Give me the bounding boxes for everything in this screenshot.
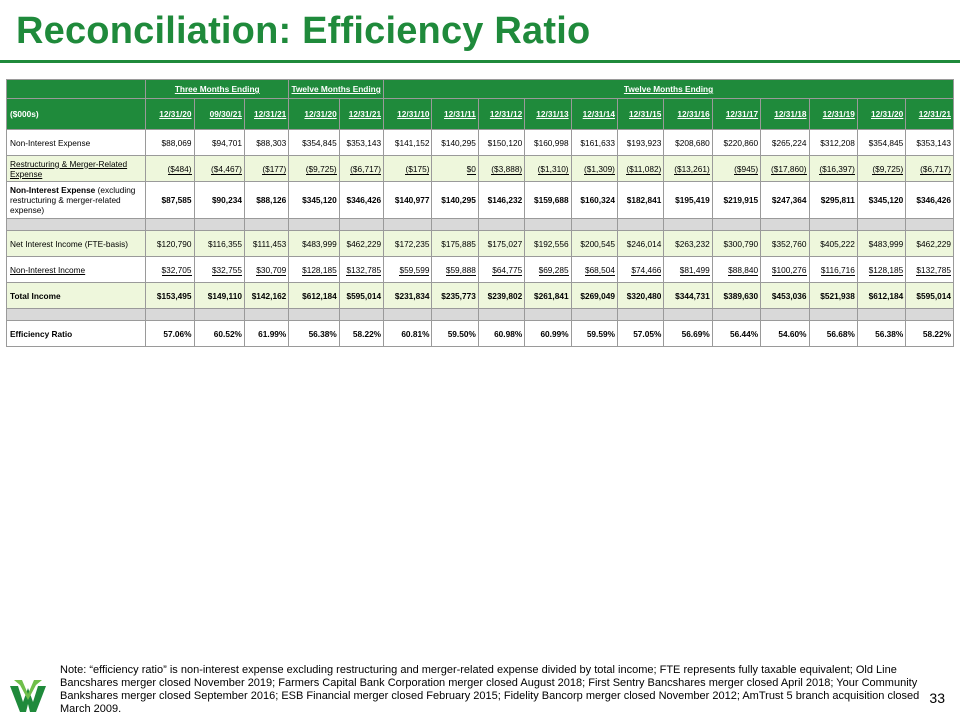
cell-value: $30,709 [256, 264, 287, 275]
table-cell [146, 257, 194, 283]
date-header: 12/31/18 [761, 99, 809, 130]
cell-value: $462,229 [916, 238, 951, 249]
row-label-bold: Total Income [10, 290, 61, 301]
cell-value: 56.38% [308, 328, 337, 339]
row-label-bold: Efficiency Ratio [10, 328, 73, 339]
table-cell [809, 257, 857, 283]
table-cell [289, 231, 339, 257]
table-cell [809, 283, 857, 309]
cell-value: $146,232 [487, 195, 523, 205]
cell-value: ($177) [262, 163, 287, 174]
table-cell [339, 231, 383, 257]
cell-value: $142,162 [251, 290, 287, 301]
row-label [7, 130, 146, 156]
date-header: 12/31/13 [525, 99, 571, 130]
table-cell [906, 257, 954, 283]
date-header: 12/31/14 [571, 99, 617, 130]
table-cell [146, 321, 194, 347]
table-cell [712, 130, 760, 156]
table-cell [617, 321, 663, 347]
row-label-text: Non-Interest Expense [10, 137, 91, 148]
page-number: 33 [929, 690, 945, 706]
table-cell [525, 130, 571, 156]
cell-value: $300,790 [723, 238, 759, 249]
reconciliation-table-container [6, 79, 954, 347]
cell-value: $231,834 [394, 290, 430, 301]
table-cell [857, 283, 905, 309]
cell-value: $160,998 [533, 137, 569, 148]
cell-value: $94,701 [211, 137, 242, 148]
cell-value: $462,229 [346, 238, 382, 249]
cell-value: $175,027 [487, 238, 523, 249]
row-label-bold: Non-Interest Expense [10, 185, 96, 195]
cell-value: $172,235 [394, 238, 430, 249]
table-cell [432, 231, 478, 257]
table-cell [761, 182, 809, 219]
table-cell [384, 231, 432, 257]
table-cell [289, 321, 339, 347]
table-cell [571, 182, 617, 219]
table-cell [712, 182, 760, 219]
cell-value: $132,785 [916, 264, 951, 275]
cell-value: $261,841 [533, 290, 569, 301]
cell-value: $193,923 [626, 137, 662, 148]
date-header: 12/31/20 [146, 99, 194, 130]
table-cell [761, 283, 809, 309]
date-header: 12/31/16 [664, 99, 712, 130]
cell-value: $345,120 [302, 195, 337, 205]
table-cell [617, 231, 663, 257]
table-cell [617, 130, 663, 156]
cell-value: $344,731 [675, 290, 710, 301]
unit-label: ($000s) [7, 99, 146, 130]
cell-value: ($4,467) [211, 163, 242, 174]
table-cell [857, 321, 905, 347]
cell-value: $140,295 [441, 137, 476, 148]
table-cell [432, 130, 478, 156]
cell-value: $595,014 [346, 290, 382, 301]
table-row [7, 231, 954, 257]
cell-value: $405,222 [820, 238, 855, 249]
table-cell [478, 257, 524, 283]
group-header-three-months: Three Months Ending [146, 80, 289, 99]
cell-value: 58.22% [352, 328, 382, 339]
table-cell [289, 182, 339, 219]
cell-value: $160,324 [580, 195, 615, 205]
table-cell [712, 231, 760, 257]
table-cell [525, 182, 571, 219]
cell-value: $312,208 [820, 137, 855, 148]
cell-value: $88,126 [256, 195, 287, 205]
cell-value: $128,185 [868, 264, 904, 275]
cell-value: $132,785 [346, 264, 382, 275]
cell-value: $320,480 [626, 290, 662, 301]
cell-value: $352,760 [771, 238, 807, 249]
table-cell [761, 321, 809, 347]
table-cell [571, 283, 617, 309]
table-cell [906, 156, 954, 182]
cell-value: $353,143 [346, 137, 382, 148]
footnote: Note: “efficiency ratio” is non-interest expense excluding restructuring and merger-related expense divided by total income; FTE represents fully taxable equivalent; Old Line Bancshares merger closed November 2019; Farmers Capital Bank Corporation merger closed August 2018; First Sentry Bancshares merger closed April 2018; Your Community Bankshares merger closed September 2016; ESB Financial merger closed February 2015; Fidelity Bancorp merger closed November 2012; AmTrust 5 branch acquisition closed March 2009. [60, 664, 920, 715]
cell-value: $182,841 [626, 195, 662, 205]
table-cell [809, 321, 857, 347]
table-cell [857, 257, 905, 283]
table-cell [525, 283, 571, 309]
row-label [7, 321, 146, 347]
cell-value: ($11,082) [626, 163, 662, 174]
table-cell [525, 257, 571, 283]
cell-value: ($484) [167, 163, 192, 174]
cell-value: ($16,397) [819, 163, 855, 174]
date-header: 12/31/21 [339, 99, 383, 130]
cell-value: $81,499 [679, 264, 710, 275]
table-cell [146, 130, 194, 156]
date-header: 12/31/19 [809, 99, 857, 130]
cell-value: $32,705 [161, 264, 192, 275]
cell-value: $612,184 [302, 290, 337, 301]
table-cell [478, 283, 524, 309]
table-cell [571, 257, 617, 283]
cell-value: $346,426 [346, 195, 382, 205]
table-cell [194, 321, 244, 347]
cell-value: $74,466 [631, 264, 662, 275]
table-cell [906, 231, 954, 257]
cell-value: $149,110 [207, 290, 242, 301]
cell-value: $346,426 [916, 195, 951, 205]
date-header: 12/31/15 [617, 99, 663, 130]
cell-value: 54.60% [778, 328, 807, 339]
table-cell [194, 257, 244, 283]
date-header: 12/31/21 [244, 99, 288, 130]
table-cell [906, 182, 954, 219]
cell-value: $120,790 [156, 238, 192, 249]
cell-value: ($1,310) [537, 163, 569, 174]
table-cell [857, 130, 905, 156]
cell-value: $59,599 [399, 264, 430, 275]
cell-value: $88,069 [161, 137, 192, 148]
group-header-twelve-months-recent: Twelve Months Ending [289, 80, 384, 99]
cell-value: $354,845 [868, 137, 904, 148]
cell-value: $612,184 [868, 290, 904, 301]
date-header: 12/31/21 [906, 99, 954, 130]
cell-value: $295,811 [820, 195, 855, 205]
cell-value: 59.50% [447, 328, 476, 339]
cell-value: $235,773 [441, 290, 476, 301]
table-row [7, 257, 954, 283]
table-cell [761, 257, 809, 283]
table-cell [857, 182, 905, 219]
table-row [7, 321, 954, 347]
cell-value: $219,915 [723, 195, 759, 205]
cell-value: 56.38% [875, 328, 904, 339]
date-header: 12/31/12 [478, 99, 524, 130]
table-cell [384, 257, 432, 283]
table-cell [244, 321, 288, 347]
table-cell [289, 283, 339, 309]
cell-value: 59.59% [586, 328, 615, 339]
table-cell [664, 182, 712, 219]
cell-value: ($945) [734, 163, 759, 174]
cell-value: 60.81% [401, 328, 430, 339]
table-cell [432, 283, 478, 309]
date-header-row [7, 99, 954, 130]
table-cell [906, 283, 954, 309]
table-cell [244, 231, 288, 257]
table-cell [432, 182, 478, 219]
table-cell [432, 321, 478, 347]
table-cell [571, 130, 617, 156]
row-label [7, 182, 146, 219]
table-cell [244, 257, 288, 283]
cell-value: $116,355 [207, 238, 242, 249]
cell-value: 60.99% [540, 328, 569, 339]
table-cell [712, 257, 760, 283]
table-row [7, 156, 954, 182]
table-cell [809, 156, 857, 182]
cell-value: $239,802 [487, 290, 523, 301]
table-cell [664, 231, 712, 257]
cell-value: $595,014 [916, 290, 951, 301]
table-cell [194, 182, 244, 219]
table-cell [339, 130, 383, 156]
cell-value: $111,453 [252, 238, 287, 249]
cell-value: $32,755 [211, 264, 242, 275]
table-cell [712, 283, 760, 309]
row-label [7, 231, 146, 257]
date-header: 12/31/17 [712, 99, 760, 130]
cell-value: ($9,725) [305, 163, 337, 174]
cell-value: $88,303 [256, 137, 287, 148]
cell-value: $141,152 [394, 137, 430, 148]
row-label [7, 283, 146, 309]
table-cell [478, 156, 524, 182]
table-cell [384, 130, 432, 156]
cell-value: $0 [466, 163, 476, 174]
cell-value: 60.52% [213, 328, 242, 339]
table-cell [194, 156, 244, 182]
table-cell [244, 156, 288, 182]
table-cell [384, 321, 432, 347]
period-group-header-row [7, 80, 954, 99]
cell-value: $263,232 [675, 238, 710, 249]
cell-value: $195,419 [675, 195, 710, 205]
cell-value: $354,845 [302, 137, 337, 148]
cell-value: 58.22% [922, 328, 951, 339]
cell-value: $389,630 [723, 290, 759, 301]
title-divider [0, 60, 960, 63]
table-cell [571, 321, 617, 347]
cell-value: $128,185 [302, 264, 337, 275]
cell-value: ($13,261) [674, 163, 710, 174]
cell-value: $453,036 [771, 290, 807, 301]
table-cell [664, 130, 712, 156]
cell-value: $353,143 [916, 137, 951, 148]
table-cell [712, 321, 760, 347]
cell-value: $59,888 [445, 264, 476, 275]
table-cell [146, 156, 194, 182]
table-cell [384, 182, 432, 219]
table-cell [339, 156, 383, 182]
table-cell [339, 257, 383, 283]
table-separator [7, 309, 954, 321]
table-cell [289, 156, 339, 182]
cell-value: $88,840 [728, 264, 759, 275]
table-cell [525, 156, 571, 182]
page-title: Reconciliation: Efficiency Ratio [16, 10, 591, 52]
cell-value: $150,120 [487, 137, 523, 148]
cell-value: $247,364 [771, 195, 807, 205]
cell-value: 56.44% [729, 328, 759, 339]
cell-value: ($17,860) [770, 163, 807, 174]
table-cell [384, 156, 432, 182]
table-cell [244, 182, 288, 219]
table-cell [244, 130, 288, 156]
table-cell [339, 321, 383, 347]
cell-value: $140,977 [394, 195, 430, 205]
table-cell [761, 156, 809, 182]
table-cell [664, 156, 712, 182]
cell-value: ($6,717) [350, 163, 382, 174]
cell-value: $521,938 [820, 290, 855, 301]
cell-value: $265,224 [771, 137, 807, 148]
cell-value: 57.05% [633, 328, 662, 339]
row-label-text: (excluding restructuring & merger-related expense) [10, 185, 136, 215]
cell-value: $64,775 [492, 264, 523, 275]
cell-value: ($6,717) [920, 163, 951, 174]
cell-value: $200,545 [580, 238, 615, 249]
company-logo-icon [8, 676, 48, 716]
table-cell [339, 283, 383, 309]
table-cell [289, 257, 339, 283]
table-cell [617, 257, 663, 283]
table-cell [432, 257, 478, 283]
table-cell [478, 130, 524, 156]
cell-value: $100,276 [771, 264, 807, 275]
table-cell [478, 182, 524, 219]
table-row [7, 283, 954, 309]
table-cell [478, 231, 524, 257]
cell-value: 60.98% [494, 328, 523, 339]
group-header-blank [7, 80, 146, 99]
cell-value: $161,633 [580, 137, 615, 148]
cell-value: $90,234 [211, 195, 242, 205]
row-label-text: Net Interest Income (FTE-basis) [10, 238, 129, 249]
table-cell [809, 182, 857, 219]
cell-value: $483,999 [868, 238, 904, 249]
table-cell [617, 182, 663, 219]
table-cell [664, 257, 712, 283]
table-cell [432, 156, 478, 182]
table-cell [289, 130, 339, 156]
table-cell [146, 283, 194, 309]
table-cell [146, 182, 194, 219]
table-cell [712, 156, 760, 182]
date-header: 09/30/21 [194, 99, 244, 130]
table-cell [525, 231, 571, 257]
cell-value: $208,680 [675, 137, 710, 148]
cell-value: $220,860 [723, 137, 759, 148]
table-cell [664, 283, 712, 309]
cell-value: $69,285 [538, 264, 569, 275]
table-cell [384, 283, 432, 309]
cell-value: 56.69% [681, 328, 710, 339]
table-cell [146, 231, 194, 257]
table-cell [194, 283, 244, 309]
cell-value: $345,120 [868, 195, 904, 205]
cell-value: $140,295 [441, 195, 476, 205]
table-cell [664, 321, 712, 347]
cell-value: $192,556 [533, 238, 569, 249]
row-label-text: Restructuring & Merger-Related Expense [10, 158, 128, 179]
table-cell [761, 231, 809, 257]
table-cell [857, 231, 905, 257]
cell-value: 57.06% [163, 328, 192, 339]
table-cell [906, 130, 954, 156]
table-cell [617, 283, 663, 309]
cell-value: ($175) [405, 163, 430, 174]
table-cell [194, 130, 244, 156]
table-cell [525, 321, 571, 347]
cell-value: $153,495 [156, 290, 192, 301]
cell-value: 61.99% [258, 328, 287, 339]
table-cell [761, 130, 809, 156]
table-cell [857, 156, 905, 182]
table-cell [194, 231, 244, 257]
cell-value: $269,049 [580, 290, 615, 301]
cell-value: ($1,309) [584, 163, 615, 174]
table-cell [571, 231, 617, 257]
table-cell [571, 156, 617, 182]
cell-value: $68,504 [584, 264, 615, 275]
cell-value: $246,014 [626, 238, 662, 249]
date-header: 12/31/20 [857, 99, 905, 130]
cell-value: 56.68% [826, 328, 855, 339]
cell-value: ($3,888) [491, 163, 523, 174]
table-cell [906, 321, 954, 347]
group-header-twelve-months-annual: Twelve Months Ending [384, 80, 954, 99]
table-cell [478, 321, 524, 347]
cell-value: ($9,725) [872, 163, 904, 174]
table-cell [809, 130, 857, 156]
cell-value: $116,716 [820, 264, 855, 275]
table-cell [244, 283, 288, 309]
row-label-text: Non-Interest Income [10, 264, 86, 275]
cell-value: $159,688 [533, 195, 569, 205]
table-cell [617, 156, 663, 182]
table-row [7, 182, 954, 219]
row-label [7, 257, 146, 283]
cell-value: $483,999 [302, 238, 337, 249]
table-row [7, 130, 954, 156]
table-separator [7, 219, 954, 231]
date-header: 12/31/20 [289, 99, 339, 130]
table-cell [809, 231, 857, 257]
date-header: 12/31/11 [432, 99, 478, 130]
date-header: 12/31/10 [384, 99, 432, 130]
efficiency-ratio-table [6, 79, 954, 347]
row-label [7, 156, 146, 182]
cell-value: $175,885 [441, 238, 476, 249]
cell-value: $87,585 [161, 195, 192, 205]
table-cell [339, 182, 383, 219]
